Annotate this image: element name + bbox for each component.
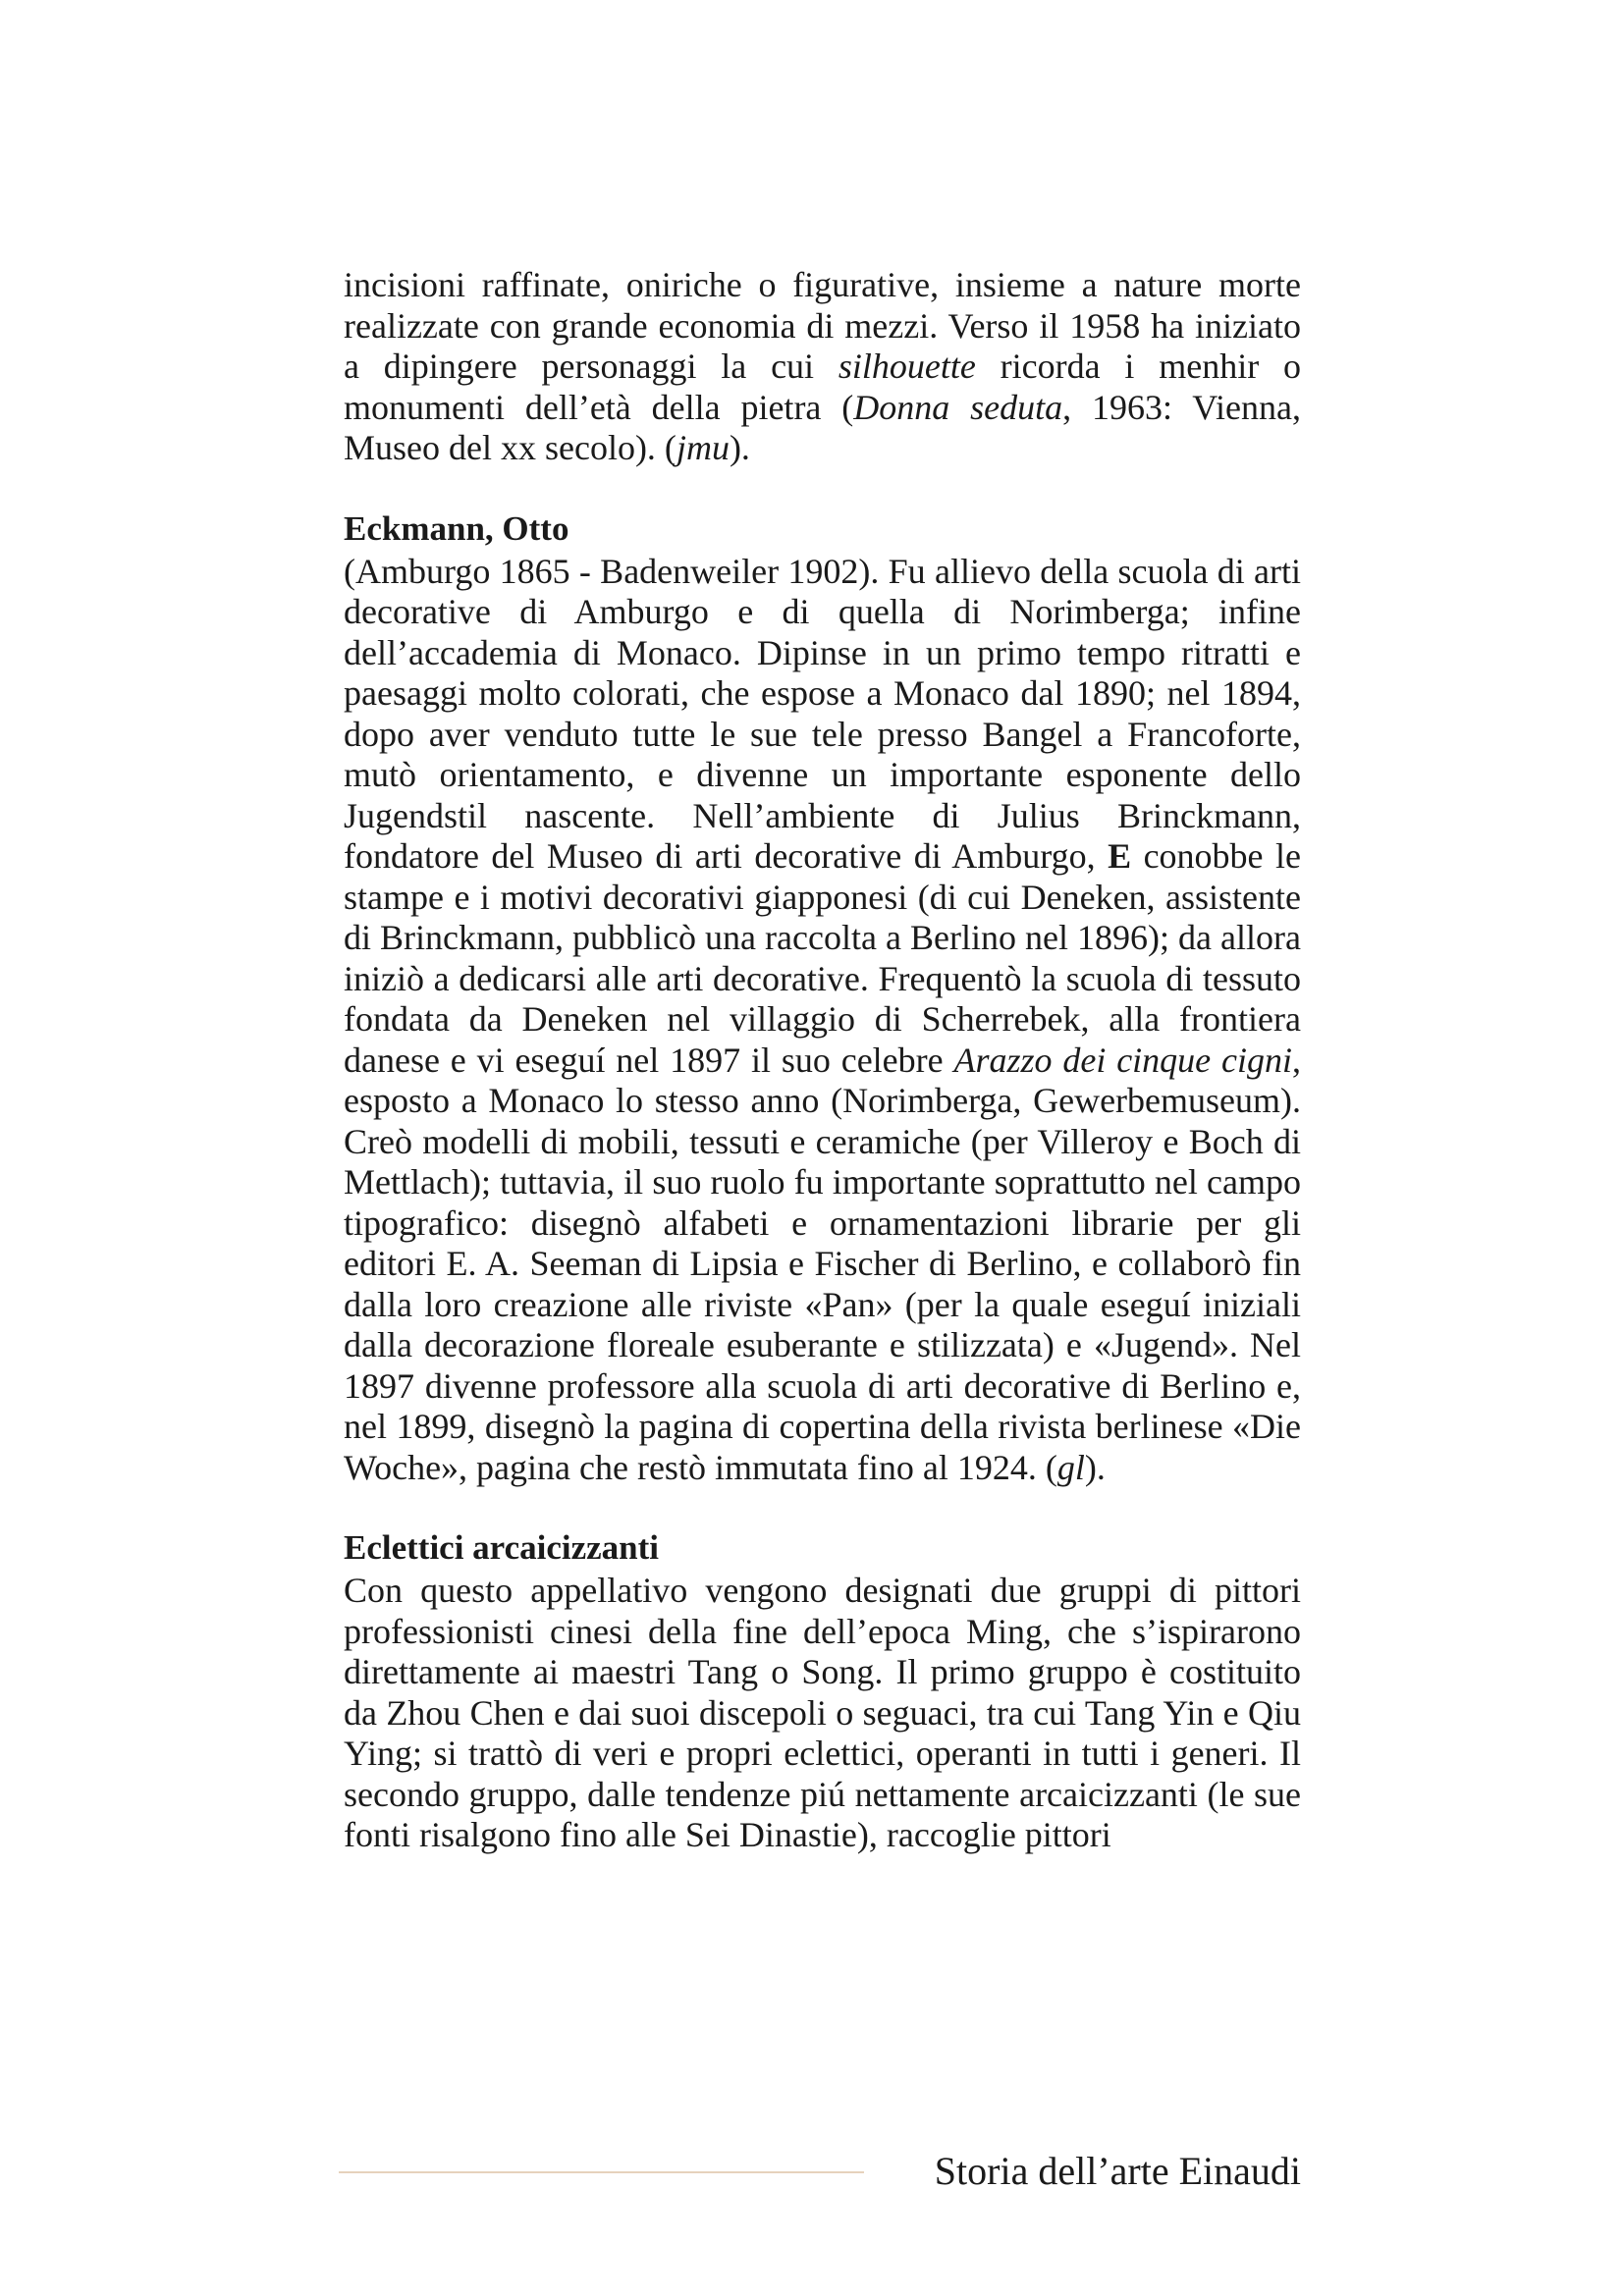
- text-run: , esposto a Monaco lo stesso anno (Norimberga, Gewerbemuseum). Creò modelli di mobili, tessuti e ceramiche (per Villeroy e Boch di Mettlach); tuttavia, il suo ruolo fu importante soprattutto nel campo tipografico: disegnò alfabeti e ornamentazioni librarie per gli editori E. A. Seeman di Lipsia e Fischer di Berlino, e collaborò fin dalla loro creazione alle riviste «Pan» (per la quale eseguí iniziali dalla decorazione floreale esuberante e stilizzata) e «Jugend». Nel 1897 divenne professore alla scuola di arti decorative di Berlino e, nel 1899, disegnò la pagina di copertina della rivista berlinese «Die Woche», pagina che restò immutata fino al 1924. (: [344, 1040, 1301, 1487]
- entry-eckmann-text: [344, 552, 1301, 1489]
- italic-text: silhouette: [838, 347, 976, 386]
- text-run: ricorda i menhir o monumenti dell’età della pietra (: [344, 347, 1301, 427]
- text-run: incisioni raffinate, oniriche o figurative, insieme a nature morte realizzate con grande economia di mezzi. Verso il 1958 ha iniziato a dipingere personaggi la cui: [344, 265, 1301, 386]
- italic-text: Arazzo dei cinque cigni: [953, 1040, 1292, 1080]
- text-run: Con questo appellativo vengono designati due gruppi di pittori professionisti cinesi della fine dell’epoca Ming, che s’ispirarono direttamente ai maestri Tang o Song. Il primo gruppo è costituito da Zhou Chen e dai suoi discepoli o seguaci, tra cui Tang Yin e Qiu Ying; si trattò di veri e propri eclettici, operanti in tutti i generi. Il secondo gruppo, dalle tendenze piú nettamente arcaicizzanti (le sue fonti risalgono fino alle Sei Dinastie), raccoglie pittori: [344, 1571, 1301, 1854]
- page-footer: [339, 2148, 1301, 2197]
- text-run: (Amburgo 1865 - Badenweiler 1902). Fu allievo della scuola di arti decorative di Amburgo e di quella di Norimberga; infine dell’accademia di Monaco. Dipinse in un primo tempo ritratti e paesaggi molto colorati, che espose a Monaco dal 1890; nel 1894, dopo aver venduto tutte le sue tele presso Bangel a Francoforte, mutò orientamento, e divenne un importante esponente dello Jugendstil nascente. Nell’ambiente di Julius Brinckmann, fondatore del Museo di arti decorative di Amburgo,: [344, 551, 1301, 876]
- page-body: [344, 265, 1301, 1856]
- italic-text: gl: [1056, 1447, 1085, 1487]
- text-run: ).: [1084, 1447, 1106, 1487]
- italic-text: Donna seduta: [853, 387, 1063, 427]
- entry-heading-eckmann: Eckmann, Otto: [344, 508, 569, 548]
- text-run: conobbe le stampe e i motivi decorativi giapponesi (di cui Deneken, assistente di Brinckmann, pubblicò una raccolta a Berlino nel 1896); da allora iniziò a dedicarsi alle arti decorative. Frequentò la scuola di tessuto fondata da Deneken nel villaggio di Scherrebek, alla frontiera danese e vi eseguí nel 1897 il suo celebre: [344, 836, 1301, 1080]
- footer-title: Storia dell’arte Einaudi: [934, 2149, 1301, 2193]
- bold-text: E: [1108, 836, 1132, 876]
- entry-heading-eclettici: Eclettici arcaicizzanti: [344, 1528, 660, 1567]
- text-run: ).: [729, 428, 750, 467]
- italic-text: jmu: [676, 428, 730, 467]
- footer-divider: [339, 2171, 864, 2173]
- text-run: , 1963: Vienna, Museo del xx secolo). (: [344, 387, 1301, 467]
- entry-eclettici-text: [344, 1571, 1301, 1856]
- entry-continuation-text: [344, 265, 1301, 469]
